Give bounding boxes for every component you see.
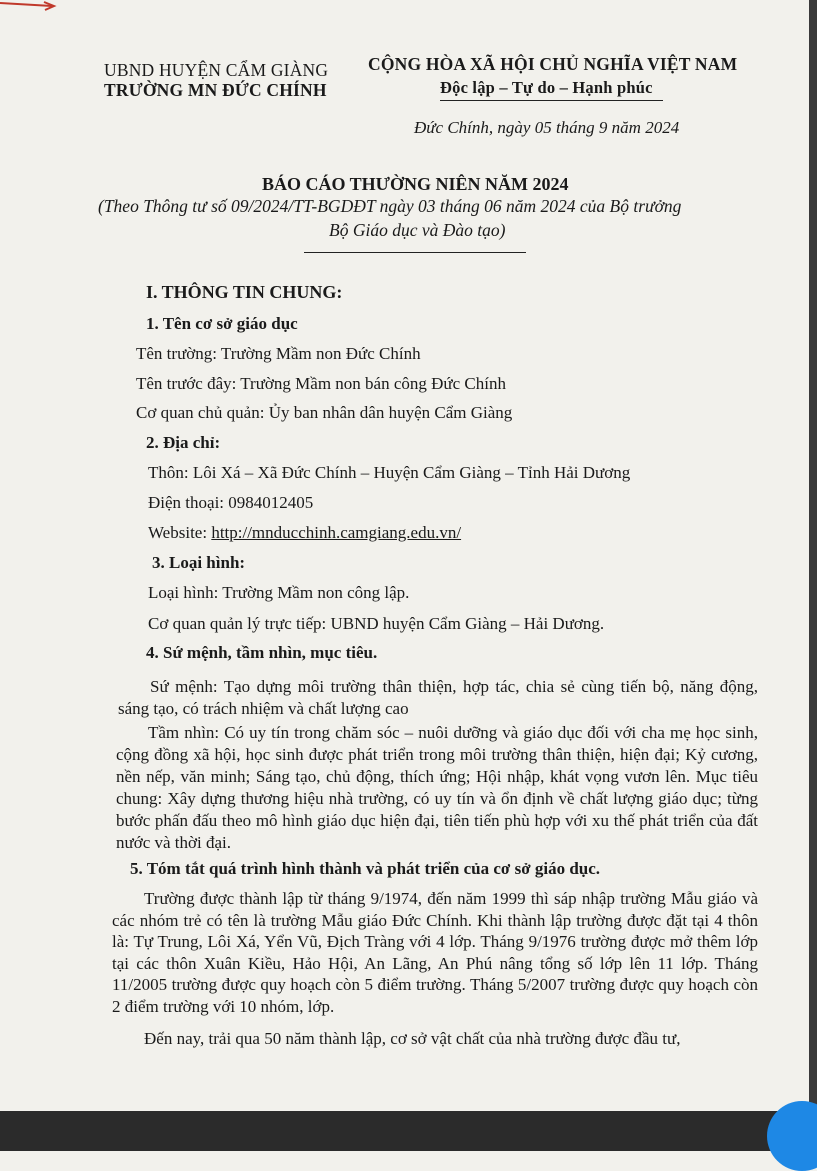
phone-line: Điện thoại: 0984012405 (148, 493, 314, 512)
motto-underline (440, 100, 663, 101)
national-motto: Độc lập – Tự do – Hạnh phúc (440, 78, 653, 97)
subsection-heading-4: 4. Sứ mệnh, tầm nhìn, mục tiêu. (146, 643, 378, 662)
history-paragraph-continued: Đến nay, trải qua 50 năm thành lập, cơ sở vật chất của nhà trường được đầu tư, (144, 1029, 681, 1048)
scan-edge-bottom (0, 1111, 817, 1151)
governing-body-line: Cơ quan chủ quản: Ủy ban nhân dân huyện Cẩm Giàng (136, 403, 513, 422)
agency-name: UBND HUYỆN CẨM GIÀNG (104, 60, 329, 80)
website-label: Website: (148, 523, 212, 542)
title-divider (304, 252, 526, 253)
school-name: TRƯỜNG MN ĐỨC CHÍNH (104, 80, 327, 100)
school-name-line: Tên trường: Trường Mầm non Đức Chính (136, 344, 421, 363)
country-name: CỘNG HÒA XÃ HỘI CHỦ NGHĨA VIỆT NAM (368, 54, 738, 74)
managing-agency-line: Cơ quan quản lý trực tiếp: UBND huyện Cẩm Giàng – Hải Dương. (148, 614, 605, 633)
mission-paragraph: Sứ mệnh: Tạo dựng môi trường thân thiện, hợp tác, chia sẻ cùng tiến bộ, năng động, sáng tạo, có trách nhiệm và chất lượng cao (118, 677, 758, 718)
type-line: Loại hình: Trường Mầm non công lập. (148, 583, 410, 602)
report-subtitle-line1: (Theo Thông tư số 09/2024/TT-BGDĐT ngày 03 tháng 06 năm 2024 của Bộ trưởng (98, 196, 682, 216)
scan-mark-icon (0, 0, 60, 14)
subsection-heading-1: 1. Tên cơ sở giáo dục (146, 314, 298, 333)
subsection-heading-2: 2. Địa chỉ: (146, 433, 221, 452)
subsection-heading-3: 3. Loại hình: (152, 553, 246, 572)
vision-paragraph: Tầm nhìn: Có uy tín trong chăm sóc – nuôi dưỡng và giáo dục đối với cha mẹ học sinh, cộng đồng xã hội, học sinh được phát triển trong môi trường thân thiện, hiện đại; Kỷ cương, nền nếp, văn minh; Sáng tạo, chủ động, thích ứng; Hội nhập, khát vọng vươn lên. Mục tiêu chung: Xây dựng thương hiệu nhà trường, có uy tín và ổn định về chất lượng giáo dục; từng bước phấn đấu theo mô hình giáo dục hiện đại, tiên tiến phù hợp với xu thế phát triển của đất nước và thời đại. (116, 723, 758, 852)
date-line: Đức Chính, ngày 05 tháng 9 năm 2024 (414, 118, 680, 137)
subsection-heading-5: 5. Tóm tắt quá trình hình thành và phát triển của cơ sở giáo dục. (130, 859, 601, 878)
website-line (148, 523, 461, 543)
history-paragraph: Trường được thành lập từ tháng 9/1974, đến năm 1999 thì sáp nhập trường Mẫu giáo và các nhóm trẻ có tên là trường Mẫu giáo Đức Chính. Khi thành lập trường được đặt tại 4 thôn là: Tự Trung, Lôi Xá, Yển Vũ, Địch Tràng với 4 lớp. Tháng 9/1976 trường được mở thêm lớp tại các thôn Xuân Kiều, Hảo Hội, An Lãng, An Phú nâng tổng số lớp lên 11 lớp. Tháng 11/2005 trường được quy hoạch còn 5 điểm trường. Tháng 5/2007 trường được quy hoạch còn 2 điểm trường với 10 nhóm, lớp. (112, 889, 758, 1016)
section-heading: I. THÔNG TIN CHUNG: (146, 282, 343, 302)
report-subtitle-line2: Bộ Giáo dục và Đào tạo) (329, 220, 506, 240)
report-title: BÁO CÁO THƯỜNG NIÊN NĂM 2024 (262, 174, 569, 194)
website-link[interactable]: http://mnducchinh.camgiang.edu.vn/ (211, 523, 462, 542)
scan-edge-right (809, 0, 817, 1151)
former-name-line: Tên trước đây: Trường Mầm non bán công Đức Chính (136, 374, 506, 393)
address-line: Thôn: Lôi Xá – Xã Đức Chính – Huyện Cẩm Giàng – Tỉnh Hải Dương (148, 463, 631, 482)
